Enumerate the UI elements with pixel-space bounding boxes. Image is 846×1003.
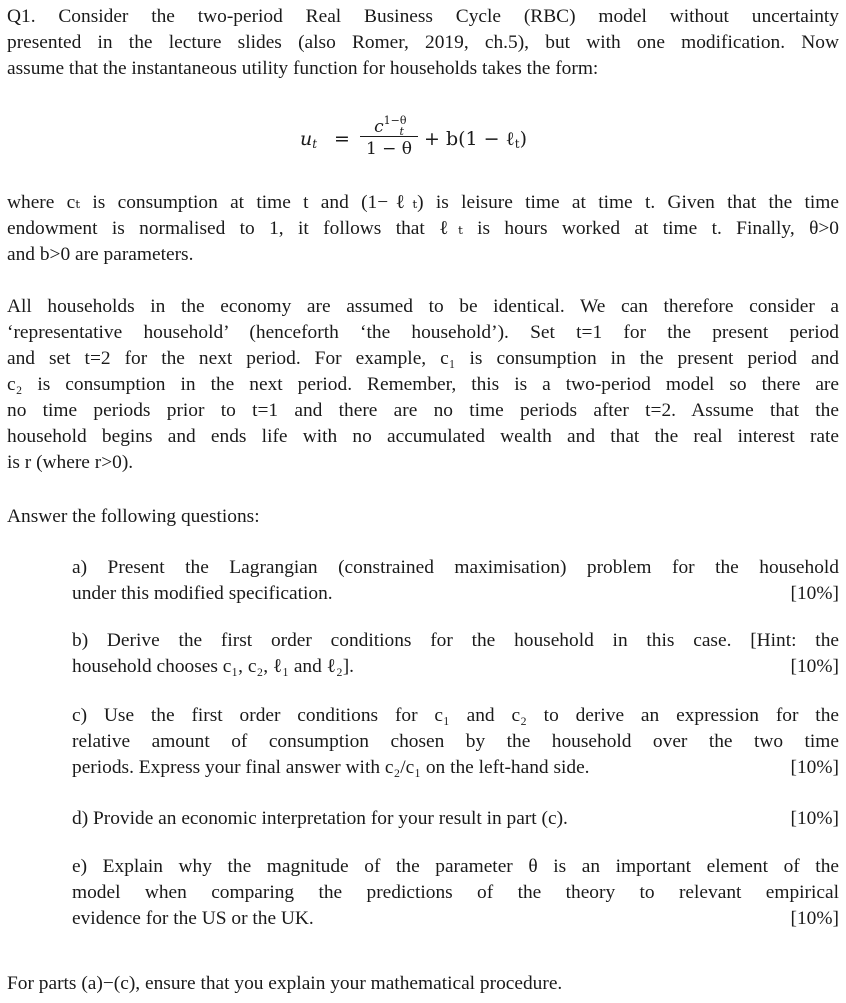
- utility-equation: [300, 106, 600, 170]
- definition-line-2: endowment is normalised to 1, it follows that ℓₜ is hours worked at time t. Finally, θ>0: [7, 218, 839, 239]
- question-e-line-1: e) Explain why the magnitude of the parameter θ is an important element of the: [72, 856, 839, 877]
- question-e-mark: [10%]: [790, 908, 839, 929]
- question-e-line-3: evidence for the US or the UK.: [72, 908, 314, 929]
- question-b: [72, 628, 839, 680]
- question-b-mark: [10%]: [790, 656, 839, 677]
- intro-line-3: assume that the instantaneous utility function for households takes the form:: [7, 58, 599, 79]
- question-intro: [7, 4, 839, 82]
- fraction-numerator: $c^{1-\theta}_t$: [374, 114, 407, 138]
- question-e: [72, 854, 839, 932]
- question-c-line-3: periods. Express your final answer with c₂/c₁ on the left-hand side.: [72, 757, 590, 778]
- question-c-line-1: c) Use the first order conditions for c₁ and c₂ to derive an expression for the: [72, 705, 839, 726]
- household-paragraph: [7, 294, 839, 476]
- definition-line-3: and b>0 are parameters.: [7, 244, 194, 265]
- fraction-denominator: 1 − θ: [365, 139, 413, 159]
- household-line-7: is r (where r>0).: [7, 452, 134, 473]
- intro-line-1: Q1. Consider the two-period Real Business Cycle (RBC) model without uncertainty: [7, 6, 839, 27]
- question-e-line-2: model when comparing the predictions of the theory to relevant empirical: [72, 882, 839, 903]
- household-line-4: c₂ is consumption in the next period. Remember, this is a two-period model so there are: [7, 374, 839, 395]
- question-d: [72, 806, 839, 832]
- question-b-line-2: household chooses c₁, c₂, ℓ₁ and ℓ₂].: [72, 656, 355, 677]
- intro-line-2: presented in the lecture slides (also Romer, 2019, ch.5), but with one modification. Now: [7, 32, 839, 53]
- question-a: [72, 555, 839, 607]
- question-a-mark: [10%]: [790, 583, 839, 604]
- question-c-line-2: relative amount of consumption chosen by the household over the two time: [72, 731, 839, 752]
- equation-rhs: + b(1 − ℓ$_t$): [424, 128, 527, 151]
- footer-instruction: For parts (a)−(c), ensure that you explain your mathematical procedure.: [7, 973, 563, 994]
- question-c: [72, 703, 839, 781]
- question-a-line-1: a) Present the Lagrangian (constrained maximisation) problem for the household: [72, 557, 839, 578]
- equation-fraction: [358, 106, 420, 161]
- definition-line-1: where cₜ is consumption at time t and (1−ℓₜ) is leisure time at time t. Given that the time: [7, 192, 839, 213]
- question-d-line-1: d) Provide an economic interpretation for your result in part (c).: [72, 808, 568, 829]
- question-d-mark: [10%]: [790, 808, 839, 829]
- equation-equals: =: [334, 128, 350, 150]
- definition-paragraph: [7, 190, 839, 268]
- household-line-5: no time periods prior to t=1 and there are no time periods after t=2. Assume that the: [7, 400, 839, 421]
- household-line-1: All households in the economy are assumed to be identical. We can therefore consider a: [7, 296, 839, 317]
- answer-heading: Answer the following questions:: [7, 506, 260, 527]
- question-a-line-2: under this modified specification.: [72, 583, 333, 604]
- question-b-line-1: b) Derive the first order conditions for the household in this case. [Hint: the: [72, 630, 839, 651]
- equation-lhs: $u_t$: [300, 128, 318, 151]
- household-line-2: ‘representative household’ (henceforth ‘the household’). Set t=1 for the present period: [7, 322, 839, 343]
- household-line-3: and set t=2 for the next period. For example, c₁ is consumption in the present period and: [7, 348, 839, 369]
- household-line-6: household begins and ends life with no accumulated wealth and that the real interest rate: [7, 426, 839, 447]
- question-c-mark: [10%]: [790, 757, 839, 778]
